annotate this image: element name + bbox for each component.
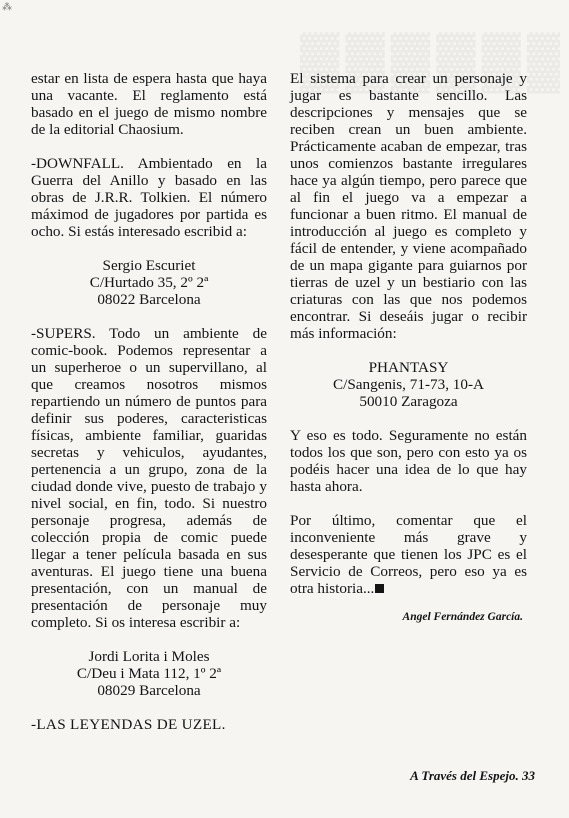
address-line: C/Hurtado 35, 2º 2ª xyxy=(89,274,209,291)
address-line: Jordi Lorita i Moles xyxy=(88,648,210,665)
left-paragraph-supers: -SUPERS. Todo un ambiente de comic-book. Podemos representar a un superheroe o un supervillano, al que creamos nosotros mismos repartiendo un número de puntos para definir sus poderes, caracteristicas físicas, ambiente familiar, guaridas secretas y vehiculos, ayudantes, pertenencia a un grupo, zona de la ciudad donde vive, puesto de trabajo y nivel social, en fin, todo. Si nuestro personaje progresa, además de colección propia de comic puede llegar a tener película basada en sus aventuras. El juego tiene una buena presentación, con un manual de presentación de personaje muy completo. Si os interesa escribir a: xyxy=(31,325,267,631)
left-paragraph-1: estar en lista de espera hasta que haya una vacante. El reglamento está basado en el juego de mismo nombre de la editorial Chaosium. xyxy=(31,70,267,138)
address-line: 08029 Barcelona xyxy=(97,682,201,699)
address-line: C/Sangenis, 71-73, 10-A xyxy=(332,376,485,393)
left-column xyxy=(31,70,267,733)
address-line: C/Deu i Mata 112, 1º 2ª xyxy=(76,665,222,682)
right-paragraph-closing xyxy=(290,512,527,597)
address-line: 08022 Barcelona xyxy=(97,291,201,308)
address-block-escuriet xyxy=(31,257,267,308)
address-line: 50010 Zaragoza xyxy=(359,393,458,410)
right-paragraph-2: Y eso es todo. Seguramente no están todos los que son, pero con esto ya os podéis hacer una idea de lo que hay hasta ahora. xyxy=(290,427,527,495)
closing-text: Por último, comentar que el inconveniente más grave y desesperante que tienen los JPC es el Servicio de Correos, pero eso ya es otra historia... xyxy=(290,512,527,597)
page-footer: A Través del Espejo. 33 xyxy=(410,768,535,783)
right-paragraph-1: El sistema para crear un personaje y jugar es bastante sencillo. Las descripciones y mensajes que se reciben crean un buen ambiente. Prácticamente acaban de empezar, tras unos comienzos bastante irregulares hace ya algún tiempo, pero parece que al fin el juego va a empezar a funcionar a buen ritmo. El manual de introducción al juego es completo y fácil de entender, y viene acompañado de un mapa gigante para guiarnos por tierras de uzel y un bestiario con las criaturas con las que nos podemos encontrar. Si deseáis jugar o recibir más información: xyxy=(290,70,527,342)
right-column xyxy=(290,70,527,626)
end-mark-icon xyxy=(375,584,384,593)
address-block-phantasy xyxy=(290,359,527,410)
address-line: Sergio Escuriet xyxy=(102,257,196,274)
section-heading-uzel: -LAS LEYENDAS DE UZEL. xyxy=(31,716,226,733)
scan-corner-mark: ⁂ xyxy=(2,2,12,13)
left-paragraph-downfall: -DOWNFALL. Ambientado en la Guerra del Anillo y basado en las obras de J.R.R. Tolkien. El número máximod de jugadores por partida es ocho. Si estás interesado escribid a: xyxy=(31,155,267,240)
author-signature: Angel Fernández García. xyxy=(402,611,523,623)
address-block-lorita xyxy=(31,648,267,699)
address-line: PHANTASY xyxy=(368,359,449,376)
